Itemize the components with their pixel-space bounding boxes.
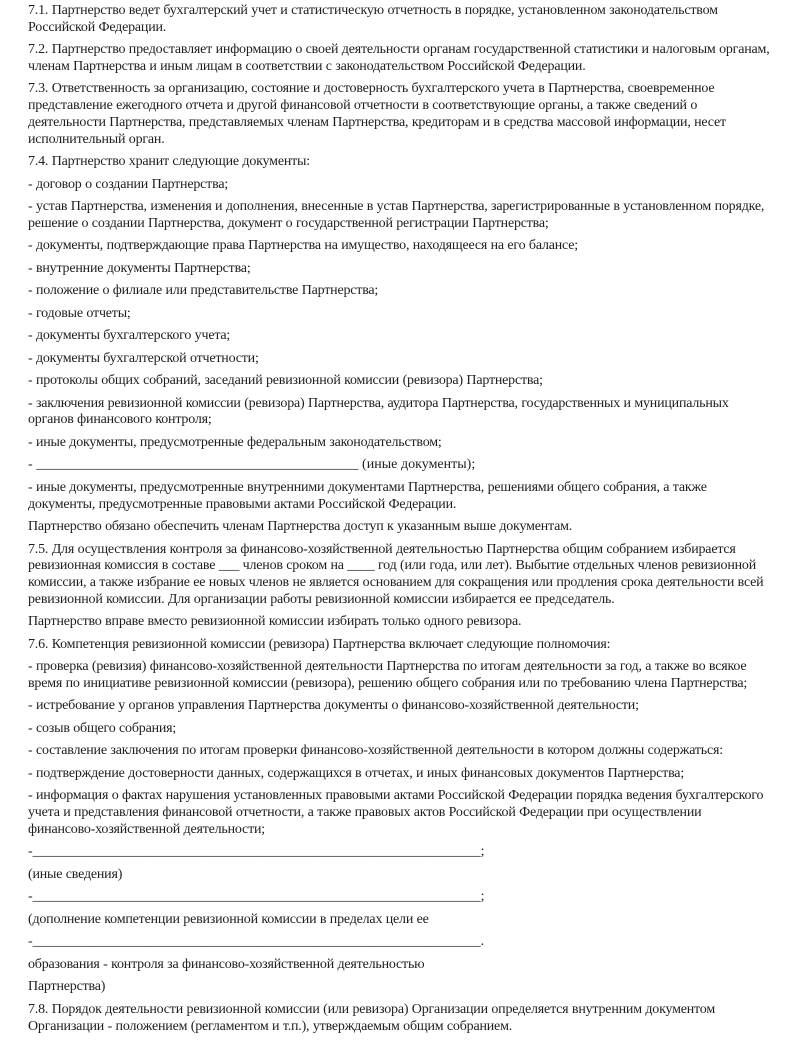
competence-list-item-convene-meeting: - созыв общего собрания; bbox=[28, 720, 177, 736]
clause-7-4: 7.4. Партнерство хранит следующие документы: bbox=[28, 154, 310, 170]
competence-list-item-violations-info: - информация о фактах нарушения установленных правовыми актами Российской Федерации порядка ведения бухгалтерского учета и представления финансовой отчетности, а также правовых актов Российской Федерации при осуществлении финансово-хозяйственной деятельности; bbox=[28, 788, 764, 837]
caption-partnership-close: Партнерства) bbox=[28, 979, 106, 995]
document-list-item-conclusions: - заключения ревизионной комиссии (ревизора) Партнерства, аудитора Партнерства, государственных и муниципальных органов финансового контроля; bbox=[28, 395, 729, 428]
caption-other-info: (иные сведения) bbox=[28, 866, 123, 882]
competence-list-item-conclusion: - составление заключения по итогам проверки финансово-хозяйственной деятельности в котором должны содержаться: bbox=[28, 743, 723, 759]
caption-education-control: образования - контроля за финансово-хозяйственной деятельностью bbox=[28, 956, 425, 972]
blank-fill-line-3: -________________________________________________________________. bbox=[28, 934, 485, 950]
blank-fill-line-1: -________________________________________________________________; bbox=[28, 844, 485, 860]
document-list-item-internal: - внутренние документы Партнерства; bbox=[28, 260, 251, 276]
document-list-item-contract: - договор о создании Партнерства; bbox=[28, 176, 229, 192]
document-list-item-other-internal: - иные документы, предусмотренные внутренними документами Партнерства, решениями общего собрания, а также документы, предусмотренные правовыми актами Российской Федерации. bbox=[28, 479, 707, 512]
clause-7-5: 7.5. Для осуществления контроля за финансово-хозяйственной деятельностью Партнерства общим собранием избирается ревизионная комиссия в составе ___ членов сроком на ____ год (или года, или лет). Выбытие отдельных членов ревизионной комиссии, а также избрание ее новых членов не является основанием для сокращения или продления срока деятельности всей ревизионной комиссии. Для организации работы ревизионной комиссии избирается ее председатель. bbox=[28, 541, 764, 607]
document-list-item-property: - документы, подтверждающие права Партнерства на имущество, находящееся на его балансе; bbox=[28, 238, 578, 254]
document-list-item-annual-reports: - годовые отчеты; bbox=[28, 305, 131, 321]
clause-7-6: 7.6. Компетенция ревизионной комиссии (ревизора) Партнерства включает следующие полномочия: bbox=[28, 636, 611, 652]
clause-7-1: 7.1. Партнерство ведет бухгалтерский учет и статистическую отчетность в порядке, установленном законодательством Российской Федерации. bbox=[28, 3, 718, 35]
caption-competence-addition: (дополнение компетенции ревизионной комиссии в пределах цели ее bbox=[28, 911, 429, 927]
access-note: Партнерство обязано обеспечить членам Партнерства доступ к указанным выше документам. bbox=[28, 519, 573, 535]
document-list-item-accounting-statements: - документы бухгалтерской отчетности; bbox=[28, 350, 259, 366]
blank-other-documents-line: - ______________________________________________ (иные документы); bbox=[28, 457, 476, 473]
blank-fill-line-2: -________________________________________________________________; bbox=[28, 889, 485, 905]
competence-list-item-data-confirmation: - подтверждение достоверности данных, содержащихся в отчетах, и иных финансовых документов Партнерства; bbox=[28, 765, 685, 781]
sole-auditor-note: Партнерство вправе вместо ревизионной комиссии избирать только одного ревизора. bbox=[28, 614, 522, 630]
clause-7-3: 7.3. Ответственность за организацию, состояние и достоверность бухгалтерского учета в Партнерства, своевременное представление ежегодного отчета и другой финансовой отчетности в соответствующие органы, а также сведений о деятельности Партнерства, представляемых членам Партнерства, кредиторам и в средства массовой информации, несет исполнительный орган. bbox=[28, 81, 726, 147]
competence-list-item-request-docs: - истребование у органов управления Партнерства документы о финансово-хозяйственной деятельности; bbox=[28, 698, 639, 714]
document-list-item-minutes: - протоколы общих собраний, заседаний ревизионной комиссии (ревизора) Партнерства; bbox=[28, 373, 543, 389]
document-list-item-branch: - положение о филиале или представительстве Партнерства; bbox=[28, 283, 379, 299]
clause-7-8: 7.8. Порядок деятельности ревизионной комиссии (или ревизора) Организации определяется внутренним документом Организации - положением (регламентом и т.п.), утверждаемым общим собранием. bbox=[28, 1001, 715, 1034]
document-list-item-charter: - устав Партнерства, изменения и дополнения, внесенные в устав Партнерства, зарегистрированные в установленном порядке, решение о создании Партнерства, документ о государственной регистрации Партнерства; bbox=[28, 199, 765, 231]
clause-7-2: 7.2. Партнерство предоставляет информацию о своей деятельности органам государственной статистики и налоговым органам, членам Партнерства и иным лицам в соответствии с законодательством Российской Федерации. bbox=[28, 42, 770, 74]
document-list-item-accounting-docs: - документы бухгалтерского учета; bbox=[28, 328, 231, 344]
document-list-item-other-federal: - иные документы, предусмотренные федеральным законодательством; bbox=[28, 434, 442, 450]
competence-list-item-audit: - проверка (ревизия) финансово-хозяйственной деятельности Партнерства по итогам деятельности за год, а также во всякое время по инициативе ревизионной комиссии (ревизора), решению общего собрания или по требованию члена Партнерства; bbox=[28, 659, 748, 691]
